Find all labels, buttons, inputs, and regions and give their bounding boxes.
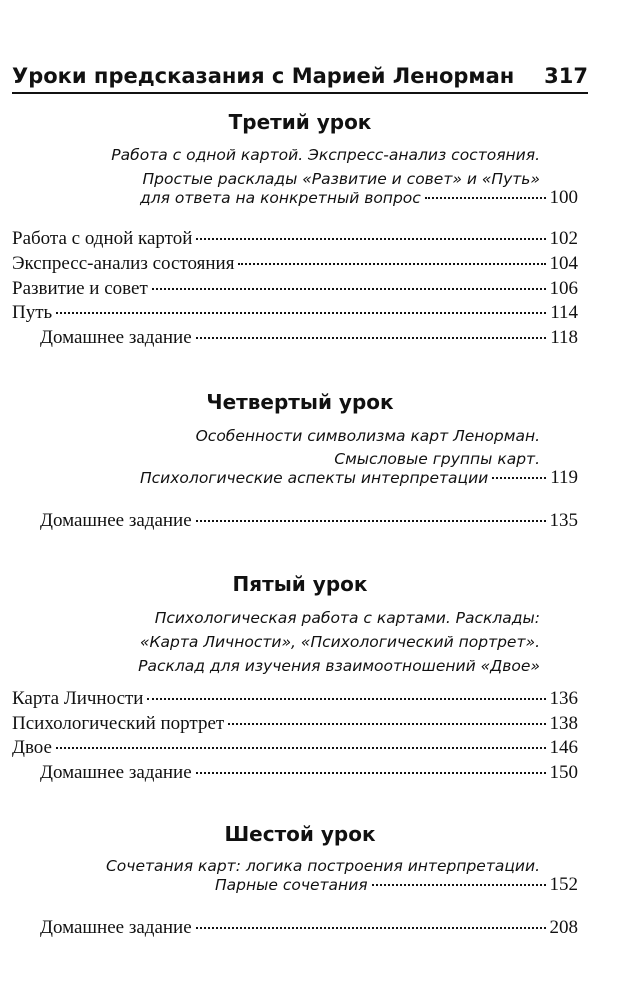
toc-label: Двое: [12, 737, 52, 758]
toc-page: 106: [549, 278, 578, 299]
lesson-4-subtitle-line-1: Особенности символизма карт Ленорман.: [195, 427, 540, 445]
toc-page: 102: [549, 228, 578, 249]
page-number: 317: [544, 64, 588, 88]
running-title: Уроки предсказания с Марией Ленорман: [12, 64, 515, 88]
toc-page: 100: [549, 187, 578, 208]
toc-label: Психологический портрет: [12, 713, 225, 734]
toc-label: Карта Личности: [12, 688, 144, 709]
lesson-5-subtitle-line-2: «Карта Личности», «Психологический портрет».: [139, 633, 540, 651]
toc-label: Домашнее задание: [40, 762, 192, 783]
toc-page: 208: [549, 917, 578, 938]
leader-dots: [152, 288, 546, 290]
toc-label: Домашнее задание: [40, 327, 192, 348]
lesson-4-title: Четвертый урок: [206, 390, 394, 414]
leader-dots: [228, 723, 545, 725]
toc-page: 114: [550, 302, 578, 323]
toc-page: 146: [549, 737, 578, 758]
toc-page: 104: [549, 253, 578, 274]
toc-entry: [40, 762, 578, 784]
toc-entry: [12, 688, 578, 710]
toc-label: Домашнее задание: [40, 510, 192, 531]
lesson-6-subtitle-line-1: Сочетания карт: логика построения интерпретации.: [105, 857, 540, 875]
toc-page: 135: [549, 510, 578, 531]
lesson-6-subtitle-entry: [215, 874, 578, 896]
leader-dots: [56, 312, 546, 314]
lesson-3-title: Третий урок: [228, 110, 372, 134]
toc-entry: [12, 713, 578, 735]
leader-dots: [196, 238, 545, 240]
lesson-6-title: Шестой урок: [224, 822, 376, 846]
toc-entry: [40, 917, 578, 939]
toc-label: Экспресс-анализ состояния: [12, 253, 235, 274]
toc-page: 150: [549, 762, 578, 783]
lesson-4-subtitle-entry: [140, 467, 578, 489]
leader-dots: [492, 477, 546, 479]
toc-label: Домашнее задание: [40, 917, 192, 938]
leader-dots: [196, 337, 547, 339]
leader-dots: [372, 884, 546, 886]
lesson-3-subtitle-entry: [140, 187, 578, 209]
lesson-5-subtitle-line-3: Расклад для изучения взаимоотношений «Двое»: [138, 657, 540, 675]
toc-entry: [40, 327, 578, 349]
lesson-4-subtitle-line-2: Смысловые группы карт.: [334, 450, 540, 468]
leader-dots: [425, 197, 546, 199]
leader-dots: [238, 263, 545, 265]
toc-label: Путь: [12, 302, 53, 323]
running-header: [12, 56, 588, 94]
toc-page: 119: [550, 467, 578, 488]
lesson-5-title: Пятый урок: [232, 572, 368, 596]
toc-page: 136: [549, 688, 578, 709]
leader-dots: [196, 772, 546, 774]
toc-page: 152: [549, 874, 578, 895]
toc-entry: [12, 302, 578, 324]
toc-label: Парные сочетания: [215, 876, 368, 894]
toc-page: 118: [550, 327, 578, 348]
toc-entry: [12, 228, 578, 250]
toc-entry: [12, 253, 578, 275]
toc-entry: [40, 510, 578, 532]
leader-dots: [196, 520, 546, 522]
toc-entry: [12, 278, 578, 300]
toc-entry: [12, 737, 578, 759]
toc-label: для ответа на конкретный вопрос: [140, 189, 421, 207]
leader-dots: [147, 698, 545, 700]
toc-page: 138: [549, 713, 578, 734]
toc-label: Развитие и совет: [12, 278, 148, 299]
leader-dots: [56, 747, 546, 749]
lesson-5-subtitle-line-1: Психологическая работа с картами. Расклады:: [154, 609, 540, 627]
lesson-3-subtitle-line-1: Работа с одной картой. Экспресс-анализ состояния.: [111, 146, 540, 164]
toc-label: Психологические аспекты интерпретации: [140, 469, 489, 487]
toc-label: Работа с одной картой: [12, 228, 193, 249]
leader-dots: [196, 927, 546, 929]
lesson-3-subtitle-line-2: Простые расклады «Развитие и совет» и «Путь»: [142, 170, 540, 188]
